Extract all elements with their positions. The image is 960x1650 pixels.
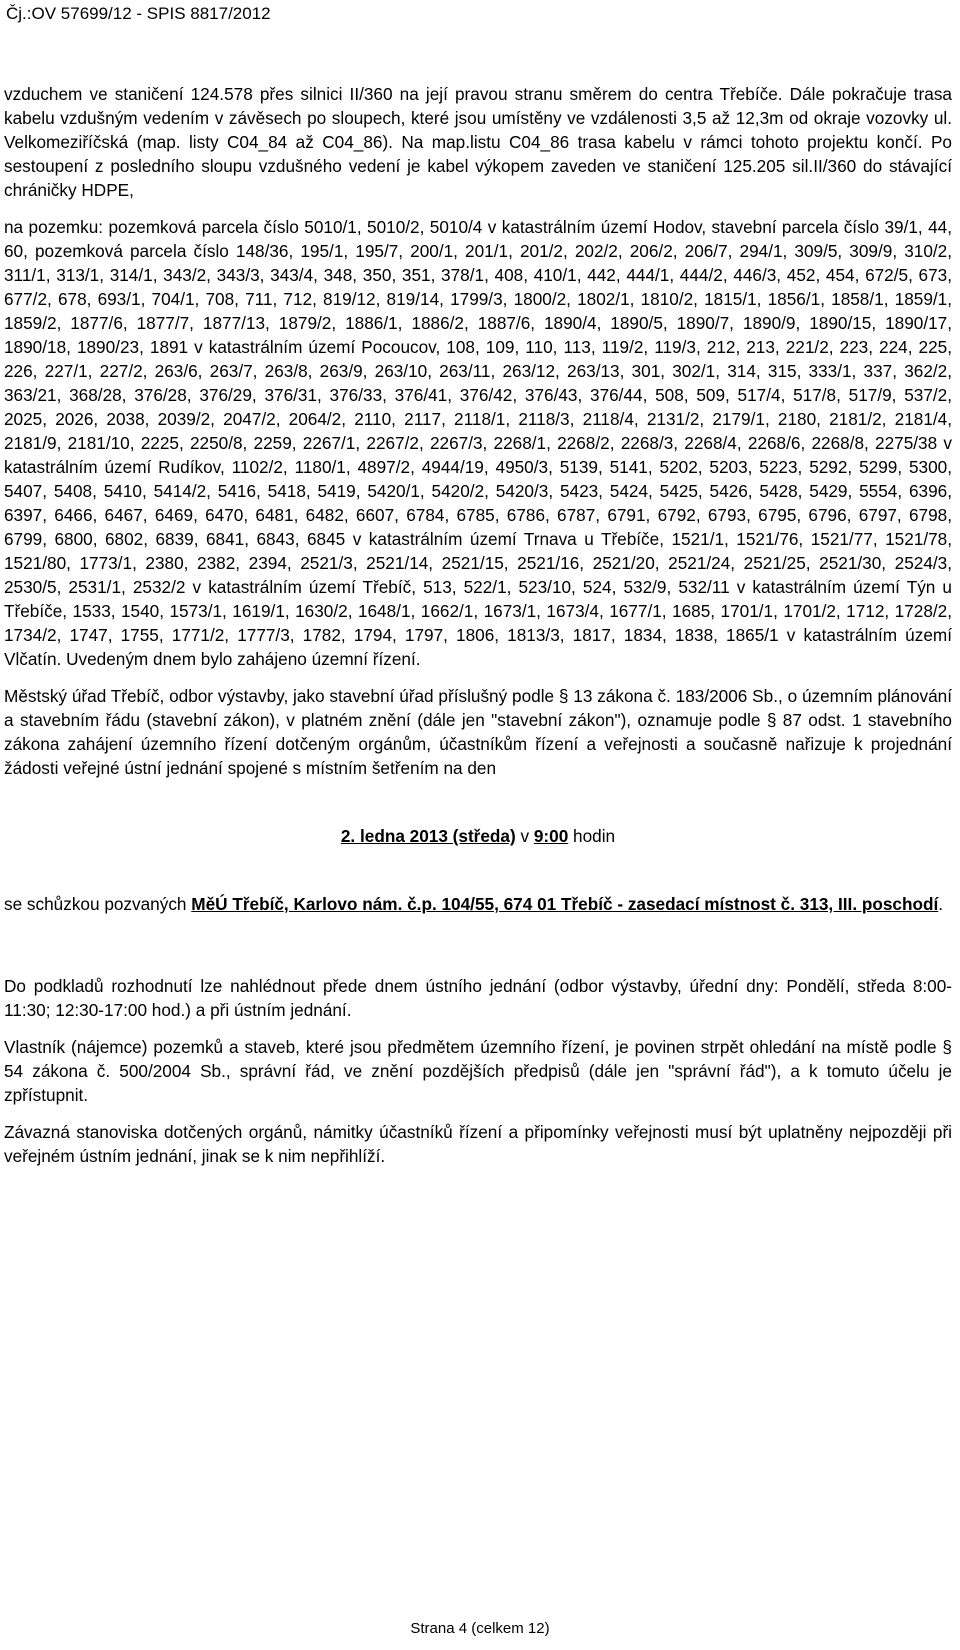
announcement-paragraph: Městský úřad Třebíč, odbor výstavby, jako stavební úřad příslušný podle § 13 zákona č. 183/2006 Sb., o územním plánování a stavebním řádu (stavební zákon), v platném znění (dále jen "stavební zákon"), oznamuje podle § 87 odst. 1 stavebního zákona zahájení územního řízení dotčeným orgánům, účastníkům řízení a veřejnosti a současně nařizuje k projednání žádosti veřejné ústní jednání spojené s místním šetřením na den bbox=[4, 686, 952, 778]
document-reference: Čj.:OV 57699/12 - SPIS 8817/2012 bbox=[6, 4, 271, 23]
hearing-time: 9:00 bbox=[533, 826, 569, 846]
meeting-end: . bbox=[938, 894, 944, 914]
parcel-list: na pozemku: pozemková parcela číslo 5010/1, 5010/2, 5010/4 v katastrálním území Hodov, stavební parcela číslo 39/1, 44, 60, pozemková parcela číslo 148/36, 195/1, 195/7, 200/1, 201/1, 201/2, 202/2, 206/2, 206/7, 294/1, 309/5, 309/9, 310/2, 311/1, 313/1, 314/1, 343/2, 343/3, 343/4, 348, 350, 351, 378/1, 408, 410/1, 442, 444/1, 444/2, 446/3, 452, 454, 672/5, 673, 677/2, 678, 693/1, 704/1, 708, 711, 712, 819/12, 819/14, 1799/3, 1800/2, 1802/1, 1810/2, 1815/1, 1856/1, 1858/1, 1859/1, 1859/2, 1877/6, 1877/7, 1877/13, 1879/2, 1886/1, 1886/2, 1887/6, 1890/4, 1890/5, 1890/7, 1890/9, 1890/15, 1890/17, 1890/18, 1890/23, 1891 v katastrálním území Pocoucov, 108, 109, 110, 113, 119/2, 119/3, 212, 213, 221/2, 223, 224, 225, 226, 227/1, 227/2, 263/6, 263/7, 263/8, 263/9, 263/10, 263/11, 263/12, 263/13, 301, 302/1, 314, 315, 333/1, 337, 362/2, 363/21, 368/28, 376/28, 376/29, 376/31, 376/33, 376/41, 376/42, 376/43, 376/44, 508, 509, 517/4, 517/8, 517/9, 537/2, 2025, 2026, 2038, 2039/2, 2047/2, 2064/2, 2110, 2117, 2118/1, 2118/3, 2118/4, 2131/2, 2179/1, 2180, 2181/2, 2181/4, 2181/9, 2181/10, 2225, 2250/8, 2259, 2267/1, 2267/2, 2267/3, 2268/1, 2268/2, 2268/3, 2268/4, 2268/6, 2268/8, 2275/38 v katastrálním území Rudíkov, 1102/2, 1180/1, 4897/2, 4944/19, 4950/3, 5139, 5141, 5202, 5203, 5223, 5292, 5299, 5300, 5407, 5408, 5410, 5414/2, 5416, 5418, 5419, 5420/1, 5420/2, 5420/3, 5423, 5424, 5425, 5426, 5428, 5429, 5554, 6396, 6397, 6466, 6467, 6469, 6470, 6481, 6482, 6607, 6784, 6785, 6786, 6787, 6791, 6792, 6793, 6795, 6796, 6797, 6798, 6799, 6800, 6802, 6839, 6841, 6843, 6845 v katastrálním území Trnava u Třebíče, 1521/1, 1521/76, 1521/77, 1521/78, 1521/80, 1773/1, 2380, 2382, 2394, 2521/3, 2521/14, 2521/15, 2521/16, 2521/20, 2521/24, 2521/25, 2521/30, 2524/3, 2530/5, 2531/1, 2532/2 v katastrálním území Třebíč, 513, 522/1, 523/10, 524, 532/9, 532/11 v katastrálním území Týn u Třebíče, 1533, 1540, 1573/1, 1619/1, 1630/2, 1648/1, 1662/1, 1673/1, 1673/4, 1677/1, 1685, 1701/1, 1701/2, 1712, 1728/2, 1734/2, 1747, 1755, 1771/2, 1777/3, 1782, 1794, 1797, 1806, 1813/3, 1817, 1834, 1838, 1865/1 v katastrálním území Vlčatín. Uvedeným dnem bylo zahájeno územní řízení. bbox=[4, 217, 952, 669]
date-connector: v bbox=[515, 826, 534, 846]
objections-deadline: Závazná stanoviska dotčených orgánů, námitky účastníků řízení a připomínky veřejnosti musí být uplatněny nejpozději při veřejném ústním jednání, jinak se k nim nepřihlíží. bbox=[4, 1122, 952, 1166]
meeting-prefix: se schůzkou pozvaných bbox=[4, 894, 192, 914]
document-body bbox=[4, 82, 952, 1168]
time-suffix: hodin bbox=[568, 826, 616, 846]
hearing-datetime bbox=[4, 824, 952, 848]
documents-inspection: Do podkladů rozhodnutí lze nahlédnout přede dnem ústního jednání (odbor výstavby, úřední dny: Pondělí, středa 8:00-11:30; 12:30-17:00 hod.) a při ústním jednání. bbox=[4, 976, 952, 1020]
meeting-place: MěÚ Třebíč, Karlovo nám. č.p. 104/55, 674 01 Třebíč - zasedací místnost č. 313, III. poschodí bbox=[191, 894, 939, 914]
route-description: vzduchem ve staničení 124.578 přes silnici II/360 na její pravou stranu směrem do centra Třebíče. Dále pokračuje trasa kabelu vzdušným vedením v závěsech po sloupech, které jsou umístěny ve vzdálenosti 3,5 až 12,3m od okraje vozovky ul. Velkomeziříčská (map. listy C04_84 až C04_86). Na map.listu C04_86 trasa kabelu v rámci tohoto projektu končí. Po sestoupení z posledního sloupu vzdušného vedení je kabel výkopem zaveden ve staničení 125.205 sil.II/360 do stávající chráničky HDPE, bbox=[4, 84, 952, 200]
owner-obligation: Vlastník (nájemce) pozemků a staveb, které jsou předmětem územního řízení, je povinen strpět ohledání na místě podle § 54 zákona č. 500/2004 Sb., správní řád, ve znění pozdějších předpisů (dále jen "správní řád"), a k tomuto účelu je zpřístupnit. bbox=[4, 1037, 952, 1105]
hearing-date: 2. ledna 2013 (středa) bbox=[340, 826, 516, 846]
page-number: Strana 4 (celkem 12) bbox=[410, 1620, 550, 1637]
meeting-location bbox=[4, 892, 952, 916]
